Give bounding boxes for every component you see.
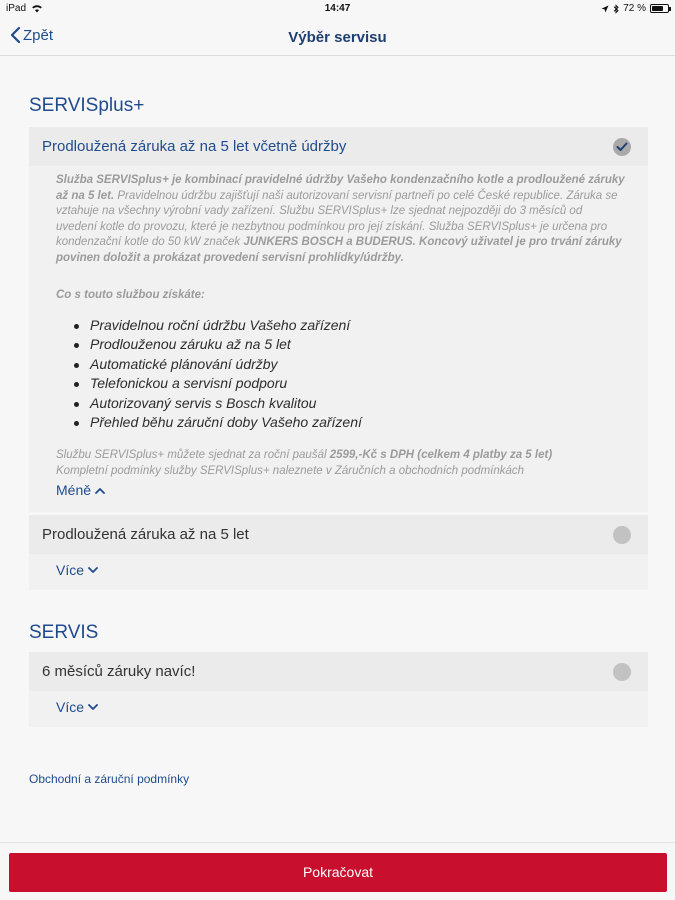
option-detail-panel bbox=[29, 554, 648, 590]
selected-check-radio[interactable] bbox=[613, 138, 631, 156]
device-name: iPad bbox=[6, 3, 27, 14]
price-prefix: Službu SERVISplus+ můžete sjednat za roční paušál bbox=[56, 449, 327, 461]
location-icon bbox=[601, 5, 609, 13]
navigation-bar bbox=[0, 18, 675, 56]
back-label: Zpět bbox=[23, 26, 54, 44]
section-title-servisplus: SERVISplus+ bbox=[29, 95, 145, 116]
benefit-item: Prodlouženou záruku až na 5 let bbox=[74, 335, 362, 354]
battery-icon bbox=[650, 4, 669, 13]
benefit-item: Přehled běhu záruční doby Vašeho zařízení bbox=[74, 413, 362, 432]
show-more-link[interactable] bbox=[56, 699, 98, 715]
show-less-label: Méně bbox=[56, 482, 92, 498]
checkmark-icon bbox=[616, 142, 628, 152]
show-more-link[interactable] bbox=[56, 562, 98, 578]
section-title-servis: SERVIS bbox=[29, 622, 99, 643]
chevron-down-icon bbox=[88, 567, 98, 574]
chevron-down-icon bbox=[88, 704, 98, 711]
option-label: 6 měsíců záruky navíc! bbox=[42, 663, 196, 680]
option-label: Prodloužená záruka až na 5 let včetně údržby bbox=[42, 138, 347, 155]
price-value: 2599,-Kč s DPH (celkem 4 platby za 5 let) bbox=[329, 449, 553, 461]
option-detail-panel bbox=[29, 691, 648, 727]
page-title: Výběr servisu bbox=[288, 29, 387, 46]
service-description bbox=[56, 173, 626, 266]
description-intro: Služba SERVISplus+ je kombinací pravidelné údržby Vašeho kondenzačního kotle a prodloužené záruky až na 5 let. bbox=[56, 174, 625, 202]
option-extended-warranty[interactable] bbox=[29, 515, 648, 554]
unselected-radio[interactable] bbox=[613, 663, 631, 681]
battery-percent: 72 % bbox=[623, 3, 646, 14]
price-info bbox=[56, 448, 626, 464]
service-selection-content bbox=[0, 57, 675, 840]
benefits-list bbox=[74, 316, 362, 432]
continue-button[interactable]: Pokračovat bbox=[9, 853, 667, 892]
bluetooth-icon bbox=[613, 4, 619, 14]
description-customer: Koncový uživatel je pro trvání záruky povinen doložit a prokázat provedení servisní prohlídky/údržby. bbox=[56, 236, 622, 264]
bottom-action-bar bbox=[0, 842, 675, 900]
show-more-label: Více bbox=[56, 699, 85, 715]
benefits-heading: Co s touto službou získáte: bbox=[56, 289, 205, 301]
option-label: Prodloužená záruka až na 5 let bbox=[42, 526, 249, 543]
benefit-item: Telefonickou a servisní podporu bbox=[74, 374, 362, 393]
option-six-months-warranty[interactable] bbox=[29, 652, 648, 691]
terms-note: Kompletní podmínky služby SERVISplus+ naleznete v Záručních a obchodních podmínkách bbox=[56, 465, 525, 477]
status-right bbox=[601, 3, 669, 14]
option-extended-warranty-with-maintenance[interactable] bbox=[29, 127, 648, 166]
show-less-link[interactable] bbox=[56, 482, 105, 498]
status-time: 14:47 bbox=[324, 3, 351, 14]
benefit-item: Automatické plánování údržby bbox=[74, 355, 362, 374]
option-detail-panel bbox=[29, 166, 648, 512]
unselected-radio[interactable] bbox=[613, 526, 631, 544]
terms-and-conditions-link[interactable]: Obchodní a záruční podmínky bbox=[29, 772, 190, 786]
battery-level bbox=[652, 6, 663, 11]
chevron-up-icon bbox=[95, 487, 105, 494]
show-more-label: Více bbox=[56, 562, 85, 578]
benefit-item: Pravidelnou roční údržbu Vašeho zařízení bbox=[74, 316, 362, 335]
benefit-item: Autorizovaný servis s Bosch kvalitou bbox=[74, 394, 362, 413]
status-bar bbox=[0, 0, 675, 18]
description-brands: JUNKERS BOSCH a BUDERUS. bbox=[243, 236, 416, 248]
description-main: Pravidelnou údržbu zajišťují naši autorizovaní servisní partneři po celé České republice. Záruka se vztahuje na všechny výrobní vady zařízení. Službu SERVISplus+ lze sjednat nejpozději do 3 měsíců od uvedení kotle do provozu, které je nezbytnou podmínkou pro její získání. Služba SERVISplus+ je určena pro kondenzační kotle do 50 kW značek bbox=[56, 189, 618, 248]
